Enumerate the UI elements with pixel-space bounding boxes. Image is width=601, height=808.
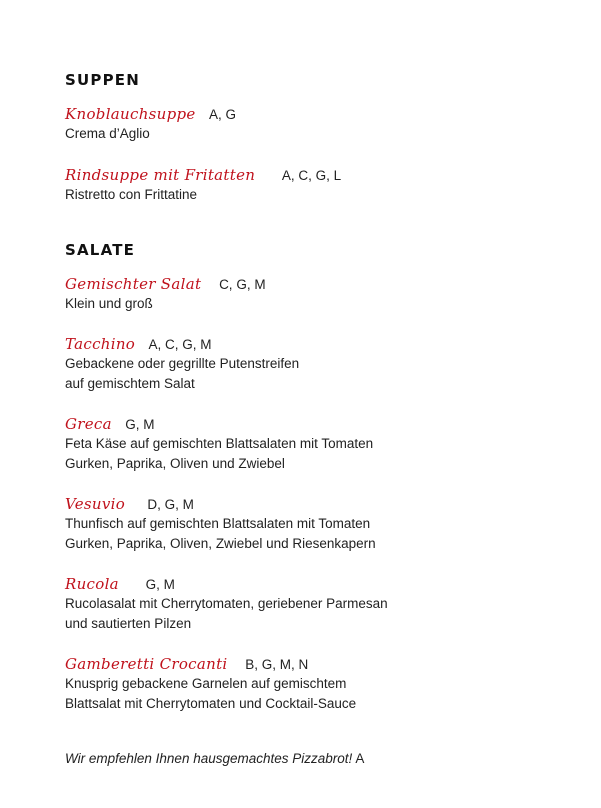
menu-item-tacchino bbox=[65, 334, 299, 393]
menu-item-gemischter-salat bbox=[65, 274, 266, 314]
menu-item-vesuvio bbox=[65, 494, 376, 553]
dish-name: Knoblauchsuppe bbox=[65, 105, 196, 123]
dish-name: Gamberetti Crocanti bbox=[65, 655, 228, 673]
dish-description: Gurken, Paprika, Oliven und Zwiebel bbox=[65, 455, 285, 471]
dish-description: Klein und groß bbox=[65, 296, 153, 311]
dish-description: und sautierten Pilzen bbox=[65, 615, 192, 631]
dish-name: Gemischter Salat bbox=[65, 275, 202, 293]
dish-description: Blattsalat mit Cherrytomaten und Cocktail-Sauce bbox=[65, 695, 357, 711]
footer-recommendation: Wir empfehlen Ihnen hausgemachtes Pizzabrot! bbox=[65, 751, 353, 766]
menu-item-gamberetti-crocanti bbox=[65, 654, 356, 713]
dish-description: Knusprig gebackene Garnelen auf gemischtem bbox=[65, 676, 347, 691]
section-heading-salate: SALATE bbox=[65, 241, 136, 259]
menu-item-rindsuppe bbox=[65, 165, 341, 205]
dish-name: Tacchino bbox=[65, 335, 136, 353]
dish-description: Thunfisch auf gemischten Blattsalaten mit Tomaten bbox=[65, 516, 371, 531]
menu-item-knoblauchsuppe bbox=[65, 104, 236, 144]
dish-name: Vesuvio bbox=[65, 495, 126, 513]
allergen-codes: A, C, G, L bbox=[281, 168, 342, 183]
dish-description: Feta Käse auf gemischten Blattsalaten mit Tomaten bbox=[65, 436, 374, 451]
dish-description: Gurken, Paprika, Oliven, Zwiebel und Riesenkapern bbox=[65, 535, 376, 551]
allergen-codes: G, M bbox=[125, 417, 155, 432]
footer-allergen-codes: A bbox=[355, 751, 365, 766]
dish-description: Crema d’Aglio bbox=[65, 126, 150, 141]
allergen-codes: D, G, M bbox=[147, 497, 194, 512]
dish-name: Rindsuppe mit Fritatten bbox=[65, 166, 256, 184]
allergen-codes: B, G, M, N bbox=[245, 657, 309, 672]
dish-name: Rucola bbox=[65, 575, 119, 593]
dish-name: Greca bbox=[65, 415, 112, 433]
footer-note bbox=[65, 751, 364, 766]
dish-description: auf gemischtem Salat bbox=[65, 375, 195, 391]
dish-description: Rucolasalat mit Cherrytomaten, geriebener Parmesan bbox=[65, 596, 388, 611]
allergen-codes: G, M bbox=[145, 577, 175, 592]
section-heading-suppen: SUPPEN bbox=[65, 71, 140, 89]
allergen-codes: A, C, G, M bbox=[148, 337, 212, 352]
menu-item-greca bbox=[65, 414, 373, 473]
menu-item-rucola bbox=[65, 574, 388, 633]
dish-description: Gebackene oder gegrillte Putenstreifen bbox=[65, 356, 300, 371]
allergen-codes: A, G bbox=[208, 107, 236, 122]
dish-description: Ristretto con Frittatine bbox=[65, 187, 198, 202]
allergen-codes: C, G, M bbox=[219, 277, 266, 292]
